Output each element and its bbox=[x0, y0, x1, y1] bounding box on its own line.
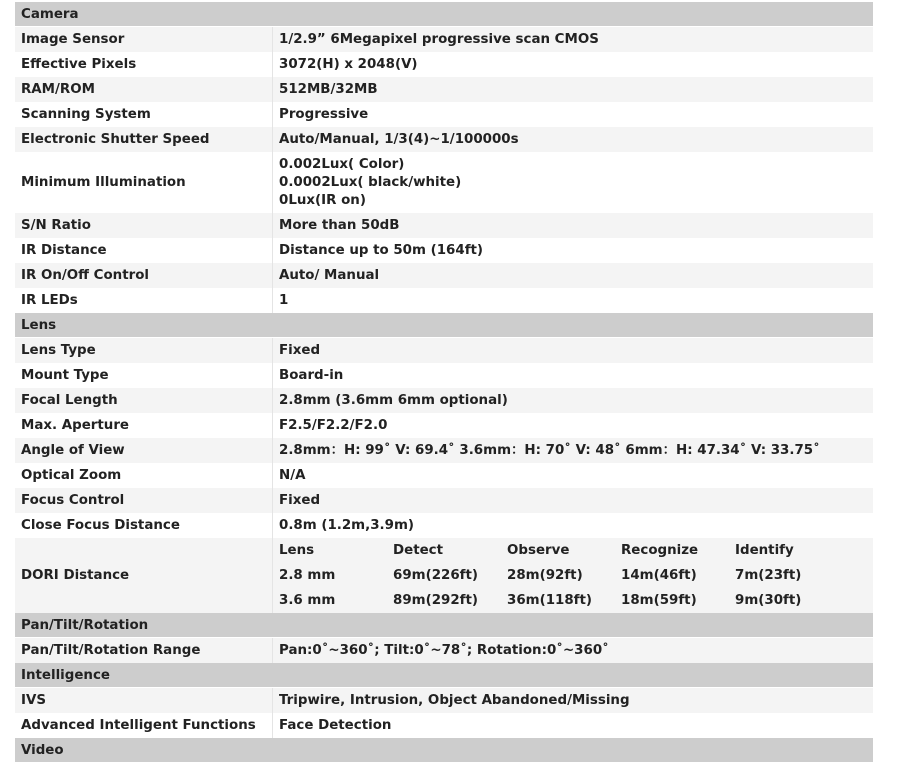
dori-header-cell: Observe bbox=[507, 543, 570, 558]
spec-label: Angle of View bbox=[21, 443, 125, 458]
spec-value: Auto/Manual, 1/3(4)~1/100000s bbox=[272, 127, 873, 152]
spec-value: Fixed bbox=[272, 338, 873, 363]
dori-cell: 69m(226ft) bbox=[393, 568, 479, 583]
spec-label: Pan/Tilt/Rotation Range bbox=[21, 643, 201, 658]
dori-header-row bbox=[273, 538, 843, 563]
spec-value: 1/2.9” 6Megapixel progressive scan CMOS bbox=[272, 27, 873, 52]
spec-row-dori-distance bbox=[15, 538, 873, 613]
spec-label: Max. Aperture bbox=[21, 418, 130, 433]
dori-cell: 36m(118ft) bbox=[507, 593, 593, 608]
dori-cell: 18m(59ft) bbox=[621, 593, 697, 608]
spec-row bbox=[15, 102, 873, 127]
dori-table bbox=[272, 538, 843, 613]
spec-value: Progressive bbox=[272, 102, 873, 127]
spec-label: IR On/Off Control bbox=[21, 268, 150, 283]
spec-row bbox=[15, 388, 873, 413]
dori-cell: 9m(30ft) bbox=[735, 593, 802, 608]
section-header-lens: Lens bbox=[15, 313, 873, 338]
spec-value-line: 0Lux(IR on) bbox=[279, 193, 366, 208]
spec-row-minimum-illumination bbox=[15, 152, 873, 213]
spec-label: Image Sensor bbox=[21, 32, 125, 47]
spec-row bbox=[15, 77, 873, 102]
spec-value: Tripwire, Intrusion, Object Abandoned/Missing bbox=[272, 688, 873, 713]
spec-label: Focus Control bbox=[21, 493, 125, 508]
spec-value: Auto/ Manual bbox=[272, 263, 873, 288]
spec-row bbox=[15, 263, 873, 288]
spec-label: Focal Length bbox=[21, 393, 118, 408]
spec-table bbox=[15, 2, 873, 763]
section-header-video: Video bbox=[15, 738, 873, 763]
spec-row bbox=[15, 288, 873, 313]
spec-value-line: 0.0002Lux( black/white) bbox=[279, 175, 462, 190]
spec-row bbox=[15, 463, 873, 488]
spec-value: F2.5/F2.2/F2.0 bbox=[272, 413, 873, 438]
spec-row bbox=[15, 413, 873, 438]
spec-row bbox=[15, 213, 873, 238]
dori-cell: 3.6 mm bbox=[279, 593, 336, 608]
spec-label: IVS bbox=[21, 693, 46, 708]
dori-cell: 89m(292ft) bbox=[393, 593, 479, 608]
spec-value: 512MB/32MB bbox=[272, 77, 873, 102]
spec-label: DORI Distance bbox=[21, 568, 130, 583]
spec-value: Fixed bbox=[272, 488, 873, 513]
spec-value: 3072(H) x 2048(V) bbox=[272, 52, 873, 77]
spec-value: 2.8mm (3.6mm 6mm optional) bbox=[272, 388, 873, 413]
spec-value: Board-in bbox=[272, 363, 873, 388]
spec-value: 2.8mm：H: 99˚ V: 69.4˚ 3.6mm：H: 70˚ V: 48˚ 6mm：H: 47.34˚ V: 33.75˚ bbox=[272, 438, 873, 463]
spec-label: IR LEDs bbox=[21, 293, 78, 308]
spec-value: 0.8m (1.2m,3.9m) bbox=[272, 513, 873, 538]
spec-label: IR Distance bbox=[21, 243, 107, 258]
dori-header-cell: Lens bbox=[279, 543, 315, 558]
spec-row bbox=[15, 488, 873, 513]
spec-row bbox=[15, 638, 873, 663]
spec-label: S/N Ratio bbox=[21, 218, 91, 233]
dori-cell: 2.8 mm bbox=[279, 568, 336, 583]
section-header-camera: Camera bbox=[15, 2, 873, 27]
spec-value: Distance up to 50m (164ft) bbox=[272, 238, 873, 263]
dori-cell: 28m(92ft) bbox=[507, 568, 583, 583]
spec-label: Scanning System bbox=[21, 107, 151, 122]
spec-value: Face Detection bbox=[272, 713, 873, 738]
spec-row bbox=[15, 688, 873, 713]
spec-row bbox=[15, 127, 873, 152]
spec-label: RAM/ROM bbox=[21, 82, 95, 97]
section-header-intelligence: Intelligence bbox=[15, 663, 873, 688]
spec-row bbox=[15, 513, 873, 538]
spec-row bbox=[15, 27, 873, 52]
spec-value: Pan:0˚~360˚; Tilt:0˚~78˚; Rotation:0˚~360˚ bbox=[272, 638, 873, 663]
spec-row bbox=[15, 438, 873, 463]
dori-row bbox=[273, 588, 843, 613]
dori-header-cell: Identify bbox=[735, 543, 794, 558]
dori-cell: 7m(23ft) bbox=[735, 568, 802, 583]
spec-label: Advanced Intelligent Functions bbox=[21, 718, 256, 733]
spec-row bbox=[15, 238, 873, 263]
spec-row bbox=[15, 363, 873, 388]
spec-value: 1 bbox=[272, 288, 873, 313]
spec-value: More than 50dB bbox=[272, 213, 873, 238]
dori-header-cell: Detect bbox=[393, 543, 444, 558]
section-header-pan-tilt-rotation: Pan/Tilt/Rotation bbox=[15, 613, 873, 638]
dori-row bbox=[273, 563, 843, 588]
spec-value bbox=[272, 152, 873, 213]
spec-row bbox=[15, 338, 873, 363]
spec-label: Lens Type bbox=[21, 343, 96, 358]
dori-cell: 14m(46ft) bbox=[621, 568, 697, 583]
spec-label: Electronic Shutter Speed bbox=[21, 132, 210, 147]
spec-label: Minimum Illumination bbox=[21, 174, 186, 190]
spec-row bbox=[15, 713, 873, 738]
spec-label: Mount Type bbox=[21, 368, 109, 383]
spec-label: Effective Pixels bbox=[21, 57, 137, 72]
spec-row bbox=[15, 52, 873, 77]
spec-value-line: 0.002Lux( Color) bbox=[279, 157, 405, 172]
spec-label: Optical Zoom bbox=[21, 468, 122, 483]
dori-header-cell: Recognize bbox=[621, 543, 699, 558]
spec-label: Close Focus Distance bbox=[21, 518, 180, 533]
spec-value: N/A bbox=[272, 463, 873, 488]
